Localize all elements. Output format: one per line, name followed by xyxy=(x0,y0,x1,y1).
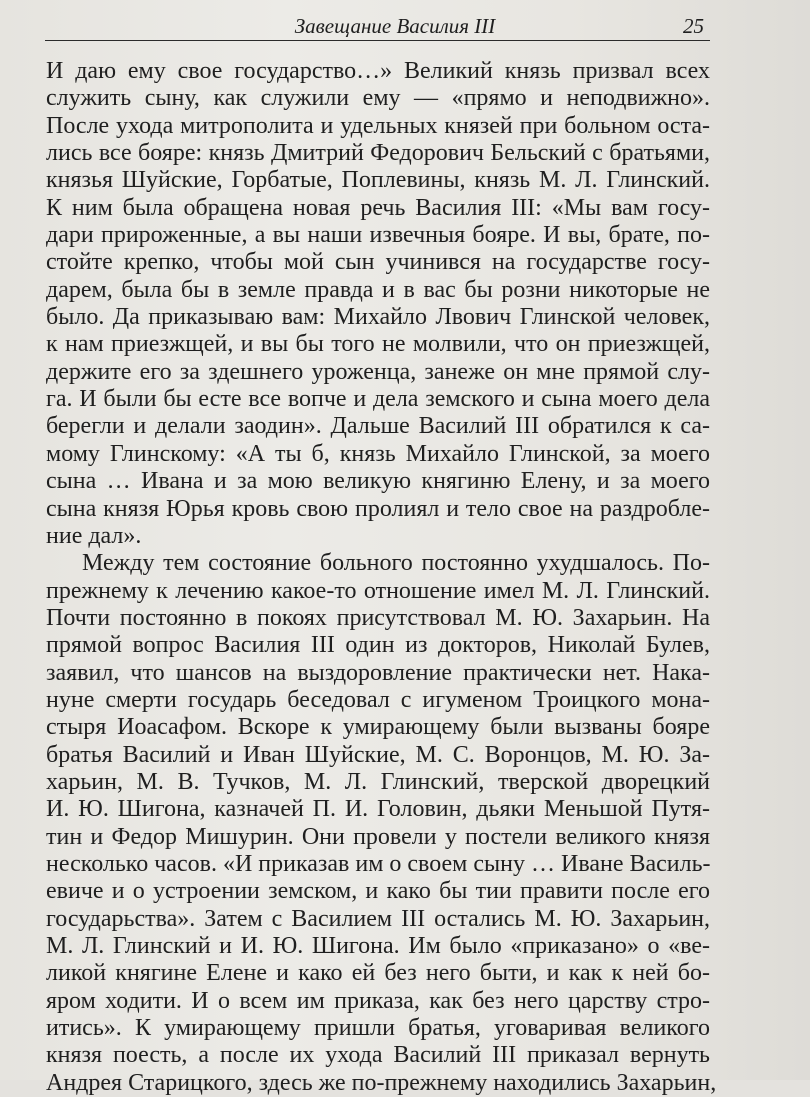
text-line: было. Да приказываю вам: Михайло Лвович Глинской человек, xyxy=(46,304,710,331)
text-line: нуне смерти государь беседовал с игуменом Троицкого мона- xyxy=(46,686,710,713)
running-title: Завещание Василия III xyxy=(294,14,496,38)
text-line: ние дал». xyxy=(46,522,142,549)
text-line: несколько часов. «И приказав им о своем сыну … Иване Василь- xyxy=(46,850,711,877)
text-line: Андрея Старицкого, здесь же по-прежнему находились Захарьин, xyxy=(46,1069,717,1096)
text-line: После ухода митрополита и удельных князей при больном оста- xyxy=(46,112,710,139)
paragraph xyxy=(46,550,717,1097)
page-header xyxy=(45,10,710,41)
text-line: И даю ему свое государство…» Великий князь призвал всех xyxy=(46,58,710,84)
text-line: сына … Ивана и за мою великую княгиню Елену, и за моего xyxy=(46,468,710,495)
text-line: Между тем состояние больного постоянно ухудшалось. По- xyxy=(82,550,710,577)
text-line: братья Василий и Иван Шуйские, М. С. Воронцов, М. Ю. За- xyxy=(46,741,710,768)
text-line: мому Глинскому: «А ты б, князь Михайло Глинской, за моего xyxy=(46,440,710,467)
text-line: держите его за здешнего уроженца, занеже он мне прямой слу- xyxy=(46,358,710,385)
text-line: государьства». Затем с Василием III остались М. Ю. Захарьин, xyxy=(46,905,710,932)
text-line: стыря Иоасафом. Вскоре к умирающему были вызваны бояре xyxy=(46,714,710,741)
text-line: сына князя Юрья кровь свою пролиял и тело свое на раздробле- xyxy=(46,495,710,522)
text-line: к нам приезжщей, и вы бы того не молвили, что он приезжщей, xyxy=(46,331,710,358)
text-line: яром ходити. И о всем им приказа, как без него царству стро- xyxy=(46,987,710,1014)
text-line: прямой вопрос Василия III один из докторов, Николай Булев, xyxy=(46,632,710,659)
text-line: дарем, была бы в земле правда и в вас бы розни никоторые не xyxy=(46,276,710,303)
text-line: Почти постоянно в покоях присутствовал М. Ю. Захарьин. На xyxy=(46,604,710,631)
text-line: заявил, что шансов на выздоровление практически нет. Нака- xyxy=(46,659,710,686)
body-text xyxy=(46,58,717,1097)
text-line: харьин, М. В. Тучков, М. Л. Глинский, тверской дворецкий xyxy=(46,768,710,795)
text-line: тин и Федор Мишурин. Они провели у постели великого князя xyxy=(46,823,710,850)
text-line: М. Л. Глинский и И. Ю. Шигона. Им было «приказано» о «ве- xyxy=(46,933,710,959)
paragraph xyxy=(46,58,710,550)
text-line: служить сыну, как служили ему — «прямо и неподвижно». xyxy=(46,85,710,112)
text-line: итись». К умирающему пришли братья, уговаривая великого xyxy=(46,1015,710,1042)
text-line: берегли и делали заодин». Дальше Василий III обратился к са- xyxy=(46,413,710,440)
text-line: стойте крепко, чтобы мой сын учинився на государстве госу- xyxy=(46,249,710,276)
text-line: дари прироженные, а вы наши извечныя бояре. И вы, брате, по- xyxy=(46,222,710,249)
page-number: 25 xyxy=(683,14,704,38)
text-line: ликой княгине Елене и како ей без него быти, и как к ней бо- xyxy=(46,960,710,987)
text-line: прежнему к лечению какое-то отношение имел М. Л. Глинский. xyxy=(46,577,710,604)
text-line: И. Ю. Шигона, казначей П. И. Головин, дьяки Меньшой Путя- xyxy=(46,796,710,823)
text-line: князья Шуйские, Горбатые, Поплевины, князь М. Л. Глинский. xyxy=(46,167,710,194)
text-line: князя поесть, а после их ухода Василий III приказал вернуть xyxy=(46,1042,710,1069)
text-line: га. И были бы есте все вопче и дела земского и сына моего дела xyxy=(46,386,710,413)
text-line: К ним была обращена новая речь Василия III: «Мы вам госу- xyxy=(46,194,710,221)
text-line: лись все бояре: князь Дмитрий Федорович Бельский с братьями, xyxy=(46,140,710,167)
text-line: евиче и о устроении земском, и како бы тии правити после его xyxy=(46,878,710,905)
